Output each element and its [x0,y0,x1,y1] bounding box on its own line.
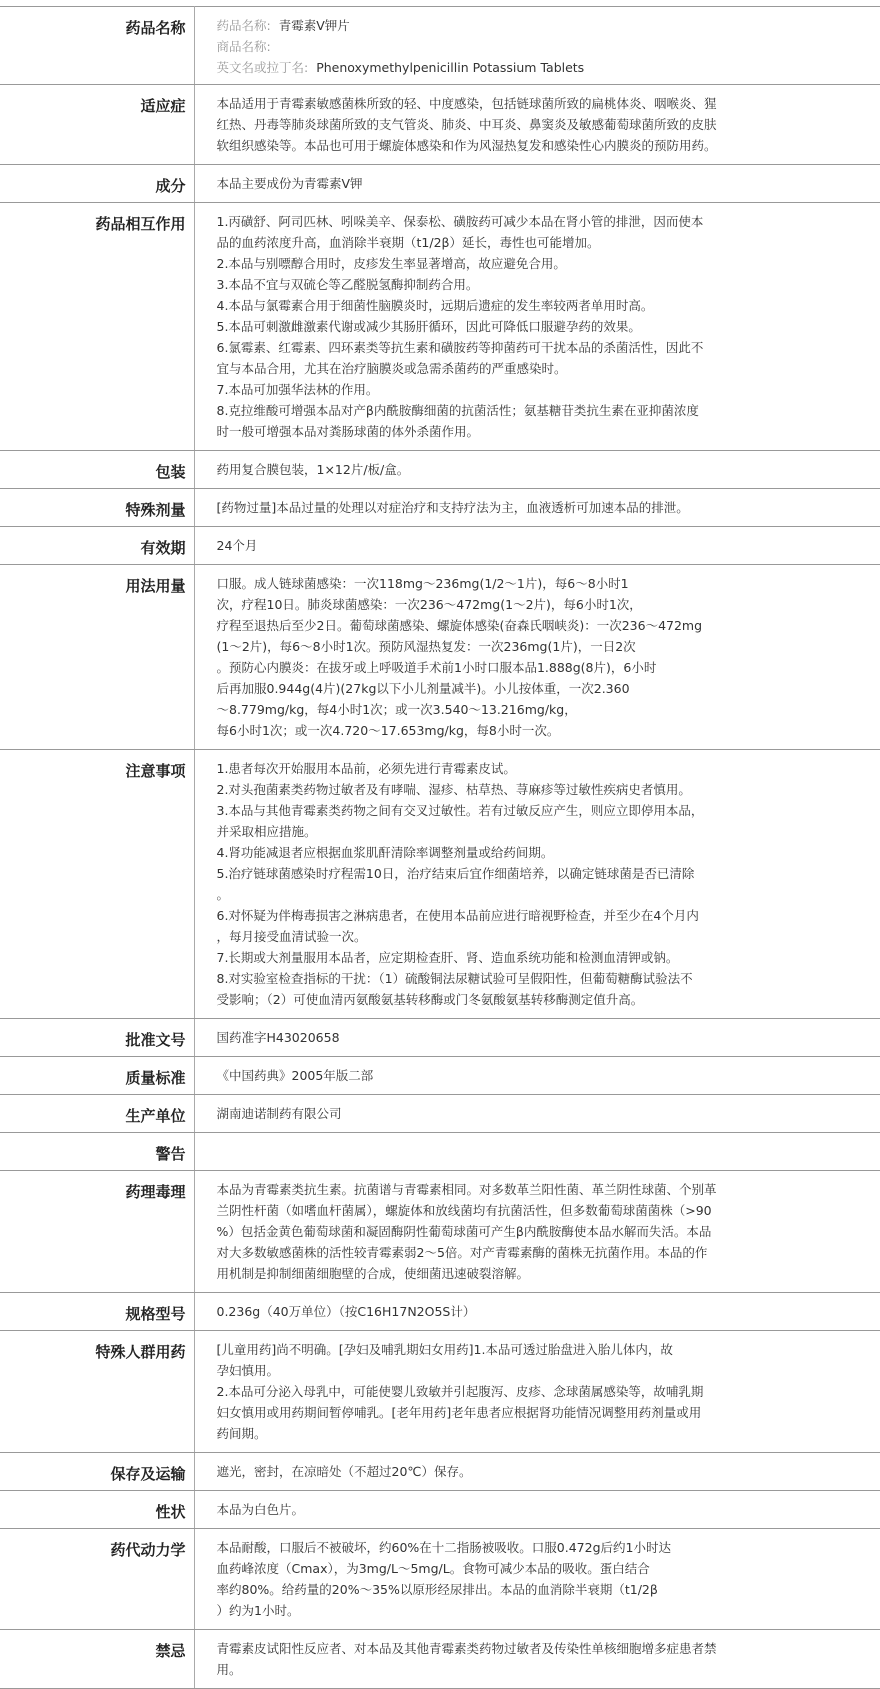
text-line: 遮光，密封，在凉暗处（不超过20℃）保存。 [216,1464,472,1479]
text-line: ）约为1小时。 [216,1603,300,1618]
row-value [194,165,880,203]
row-value [194,1453,880,1491]
name-field-key: 商品名称: [216,39,271,54]
info-row-storage [0,1453,880,1491]
row-value [194,489,880,527]
text-line: 24个月 [216,538,258,553]
text-line: 次，疗程10日。肺炎球菌感染：一次236～472mg(1～2片)，每6小时1次， [216,597,642,612]
row-value [194,750,880,1019]
row-label: 批准文号 [0,1019,194,1057]
text-line: 后再加服0.944g(4片)(27kg以下小儿剂量减半)。小儿按体重，一次2.360 [216,681,630,696]
drug-info-table [0,6,880,1689]
text-line: 1.患者每次开始服用本品前，必须先进行青霉素皮试。 [216,761,516,776]
info-row-package [0,451,880,489]
row-label: 规格型号 [0,1293,194,1331]
text-line: 国药准字H43020658 [216,1030,340,1045]
text-line: 6.氯霉素、红霉素、四环素类等抗生素和磺胺药等抑菌药可干扰本品的杀菌活性，因此不 [216,340,704,355]
name-field-key: 英文名或拉丁名: [216,60,309,75]
text-line: 5.本品可刺激雌激素代谢或减少其肠肝循环，因此可降低口服避孕药的效果。 [216,319,641,334]
text-line: 6.对怀疑为伴梅毒损害之淋病患者，在使用本品前应进行暗视野检查，并至少在4个月内 [216,908,699,923]
text-line: 2.本品可分泌入母乳中，可能使婴儿致敏并引起腹泻、皮疹、念球菌属感染等，故哺乳期 [216,1384,704,1399]
row-label: 保存及运输 [0,1453,194,1491]
info-row-approval [0,1019,880,1057]
text-line: 血药峰浓度（Cmax），为3mg/L～5mg/L。食物可减少本品的吸收。蛋白结合 [216,1561,650,1576]
row-label: 药品名称 [0,7,194,85]
row-label: 生产单位 [0,1095,194,1133]
info-row-precautions [0,750,880,1019]
info-row-spec [0,1293,880,1331]
name-field [217,36,875,57]
text-line: 4.本品与氯霉素合用于细菌性脑膜炎时，远期后遗症的发生率较两者单用时高。 [216,298,654,313]
row-label: 适应症 [0,85,194,165]
row-value [194,203,880,451]
text-line: 率约80%。给药量的20%～35%以原形经尿排出。本品的血消除半衰期（t1/2β [216,1582,658,1597]
text-line: 本品耐酸，口服后不被破坏，约60%在十二指肠被吸收。口服0.472g后约1小时达 [216,1540,671,1555]
text-line: 口服。成人链球菌感染：一次118mg～236mg(1/2～1片)，每6～8小时1 [216,576,629,591]
text-line: 0.236g（40万单位）（按C16H17N2O5S计） [216,1304,476,1319]
text-line: 4.肾功能减退者应根据血浆肌酐清除率调整剂量或给药间期。 [216,845,554,860]
name-field-value: 青霉素V钾片 [278,18,350,33]
row-label: 特殊剂量 [0,489,194,527]
row-value [194,1057,880,1095]
text-line: 。 [216,887,230,902]
row-value [194,1171,880,1293]
text-line: 品的血药浓度升高，血消除半衰期（t1/2β）延长，毒性也可能增加。 [216,235,600,250]
text-line: 每6小时1次；或一次4.720～17.653mg/kg，每8小时一次。 [216,723,560,738]
text-line: ，每月接受血清试验一次。 [216,929,367,944]
text-line: 兰阴性杆菌（如嗜血杆菌属），螺旋体和放线菌均有抗菌活性，但多数葡萄球菌菌株（>90 [216,1203,712,1218]
text-line: 2.对头孢菌素类药物过敏者及有哮喘、湿疹、枯草热、荨麻疹等过敏性疾病史者慎用。 [216,782,691,797]
text-line: ～8.779mg/kg，每4小时1次；或一次3.540～13.216mg/kg， [216,702,577,717]
text-line: 并采取相应措施。 [216,824,317,839]
row-value [194,1491,880,1529]
text-line: 用机制是抑制细菌细胞壁的合成，使细菌迅速破裂溶解。 [216,1266,530,1281]
text-line: 受影响；（2）可使血清丙氨酸氨基转移酶或门冬氨酸氨基转移酶测定值升高。 [216,992,644,1007]
text-line [217,1141,875,1162]
text-line: 妇女慎用或用药期间暂停哺乳。[老年用药]老年患者应根据肾功能情况调整用药剂量或用 [216,1405,702,1420]
text-line: 1.丙磺舒、阿司匹林、吲哚美辛、保泰松、磺胺药可减少本品在肾小管的排泄，因而使本 [216,214,704,229]
row-value [194,1095,880,1133]
row-label: 特殊人群用药 [0,1331,194,1453]
text-line: %）包括金黄色葡萄球菌和凝固酶阴性葡萄球菌可产生β内酰胺酶使本品水解而失活。本品 [216,1224,712,1239]
text-line: 本品为青霉素类抗生素。抗菌谱与青霉素相同。对多数革兰阳性菌、革兰阴性球菌、个别革 [216,1182,717,1197]
info-row-contraindications [0,1630,880,1689]
info-row-validity [0,527,880,565]
info-row-name [0,7,880,85]
text-line: 本品主要成份为青霉素V钾 [216,176,363,191]
text-line: 8.克拉维酸可增强本品对产β内酰胺酶细菌的抗菌活性；氨基糖苷类抗生素在亚抑菌浓度 [216,403,699,418]
text-line: 药用复合膜包装，1×12片/板/盒。 [216,462,410,477]
text-line: 2.本品与别嘌醇合用时，皮疹发生率显著增高，故应避免合用。 [216,256,566,271]
row-value [194,1331,880,1453]
info-row-usage [0,565,880,750]
info-row-pharmacology [0,1171,880,1293]
text-line: 本品为白色片。 [216,1502,305,1517]
drug-info-body [0,7,880,1689]
row-value [194,565,880,750]
name-field [217,57,875,78]
row-label: 质量标准 [0,1057,194,1095]
row-value [194,527,880,565]
text-line: 时一般可增强本品对粪肠球菌的体外杀菌作用。 [216,424,480,439]
text-line: 红热、丹毒等肺炎球菌所致的支气管炎、肺炎、中耳炎、鼻窦炎及敏感葡萄球菌所致的皮肤 [216,117,717,132]
text-line: 疗程至退热后至少2日。葡萄球菌感染、螺旋体感染(奋森氏咽峡炎)：一次236～472mg [216,618,703,633]
row-label: 药代动力学 [0,1529,194,1630]
row-value [194,7,880,85]
row-value [194,1293,880,1331]
info-row-indications [0,85,880,165]
text-line: 本品适用于青霉素敏感菌株所致的轻、中度感染，包括链球菌所致的扁桃体炎、咽喉炎、猩 [216,96,717,111]
row-value [194,451,880,489]
text-line: 8.对实验室检查指标的干扰：（1）硫酸铜法尿糖试验可呈假阳性，但葡萄糖酶试验法不 [216,971,693,986]
row-label: 药理毒理 [0,1171,194,1293]
row-value [194,1133,880,1171]
info-row-manufacturer [0,1095,880,1133]
name-field-value: Phenoxymethylpenicillin Potassium Tablets [316,60,585,75]
text-line: 湖南迪诺制药有限公司 [216,1106,342,1121]
row-value [194,85,880,165]
row-value [194,1630,880,1689]
row-label: 警告 [0,1133,194,1171]
text-line: 7.本品可加强华法林的作用。 [216,382,379,397]
info-row-special_dose [0,489,880,527]
info-row-interactions [0,203,880,451]
text-line: 《中国药典》2005年版二部 [216,1068,374,1083]
info-row-standard [0,1057,880,1095]
row-label: 性状 [0,1491,194,1529]
text-line: 7.长期或大剂量服用本品者，应定期检查肝、肾、造血系统功能和检测血清钾或钠。 [216,950,679,965]
row-label: 注意事项 [0,750,194,1019]
text-line: 青霉素皮试阳性反应者、对本品及其他青霉素类药物过敏者及传染性单核细胞增多症患者禁 [216,1641,717,1656]
text-line: 3.本品不宜与双硫仑等乙醛脱氢酶抑制药合用。 [216,277,479,292]
text-line: 。预防心内膜炎：在拔牙或上呼吸道手术前1小时口服本品1.888g(8片)，6小时 [216,660,657,675]
info-row-special_groups [0,1331,880,1453]
row-label: 禁忌 [0,1630,194,1689]
info-row-appearance [0,1491,880,1529]
name-field [217,15,875,36]
text-line: [药物过量]本品过量的处理以对症治疗和支持疗法为主，血液透析可加速本品的排泄。 [216,500,689,515]
info-row-pharmacokinetics [0,1529,880,1630]
row-label: 包装 [0,451,194,489]
text-line: 药间期。 [216,1426,267,1441]
text-line: 孕妇慎用。 [216,1363,280,1378]
text-line: 对大多数敏感菌株的活性较青霉素弱2～5倍。对产青霉素酶的菌株无抗菌作用。本品的作 [216,1245,708,1260]
text-line: 用。 [216,1662,242,1677]
text-line: 5.治疗链球菌感染时疗程需10日，治疗结束后宜作细菌培养，以确定链球菌是否已清除 [216,866,695,881]
info-row-composition [0,165,880,203]
row-label: 用法用量 [0,565,194,750]
text-line: (1～2片)，每6～8小时1次。预防风湿热复发：一次236mg(1片)，一日2次 [216,639,636,654]
row-label: 药品相互作用 [0,203,194,451]
text-line: 软组织感染等。本品也可用于螺旋体感染和作为风湿热复发和感染性心内膜炎的预防用药。 [216,138,717,153]
text-line: 3.本品与其他青霉素类药物之间有交叉过敏性。若有过敏反应产生，则应立即停用本品， [216,803,704,818]
row-label: 有效期 [0,527,194,565]
text-line: [儿童用药]尚不明确。[孕妇及哺乳期妇女用药]1.本品可透过胎盘进入胎儿体内，故 [216,1342,673,1357]
info-row-warning [0,1133,880,1171]
row-value [194,1019,880,1057]
row-label: 成分 [0,165,194,203]
text-line: 宜与本品合用，尤其在治疗脑膜炎或急需杀菌药的严重感染时。 [216,361,567,376]
row-value [194,1529,880,1630]
name-field-key: 药品名称: [216,18,271,33]
